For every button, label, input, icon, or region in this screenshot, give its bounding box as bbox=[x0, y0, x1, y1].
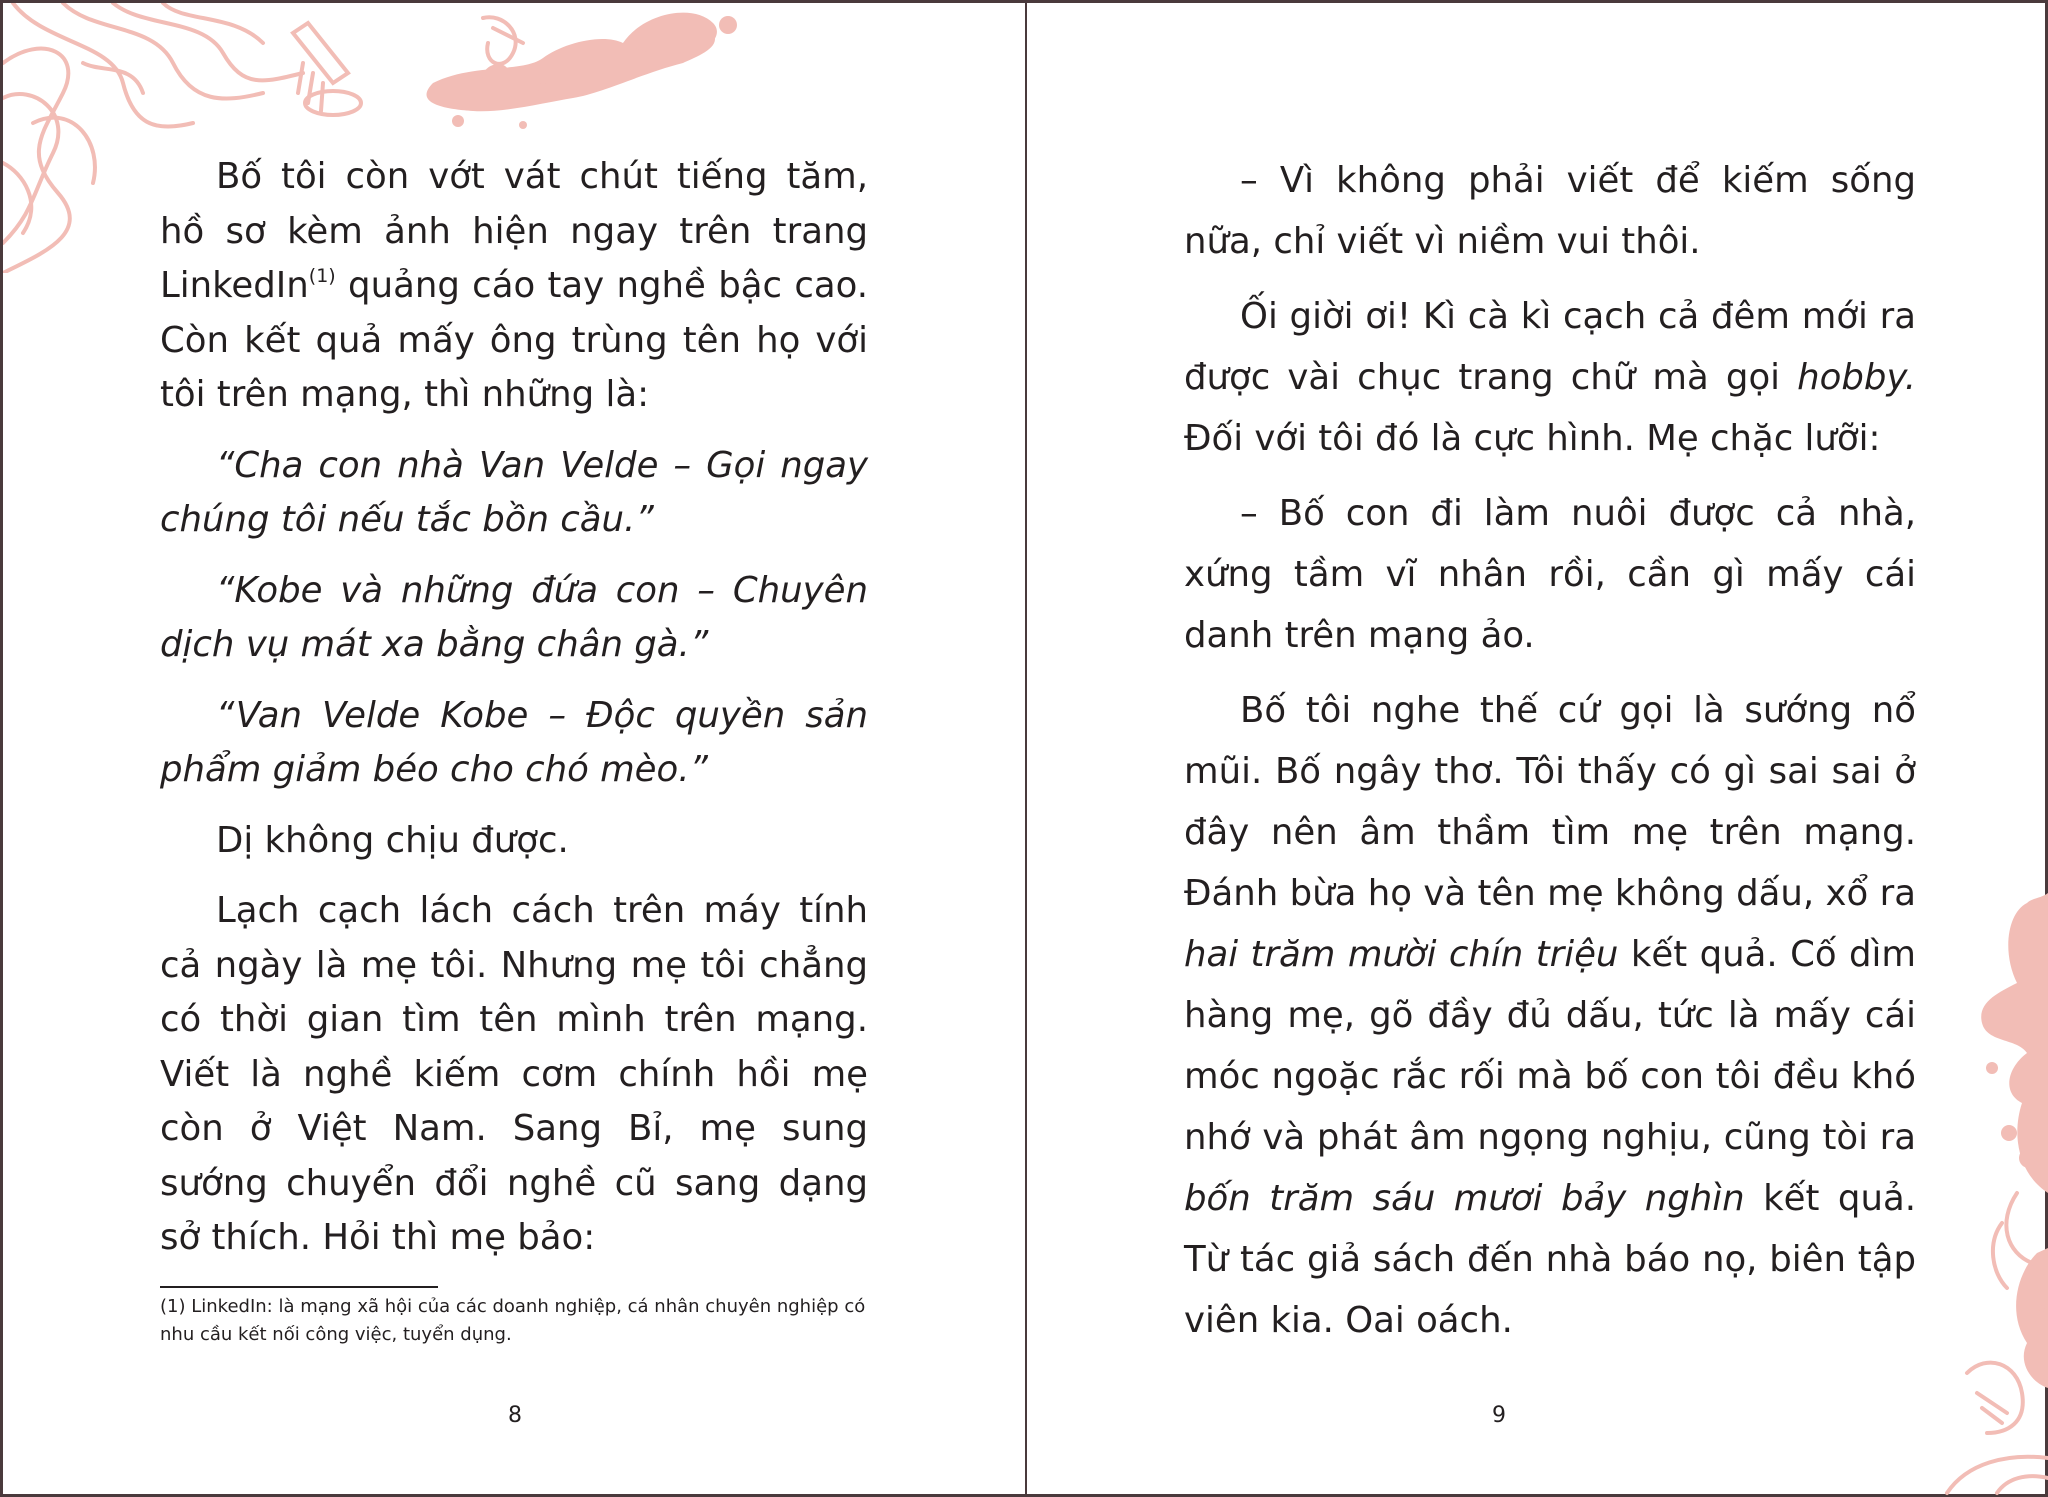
page-number: 8 bbox=[508, 1403, 522, 1428]
paragraph-mother: Lạch cạch lách cách trên máy tính cả ngày là mẹ tôi. Nhưng mẹ tôi chẳng có thời gian tìm tên mình trên mạng. Viết là nghề kiếm cơm chính hồi mẹ còn ở Việt Nam. Sang Bỉ, mẹ sung sướng chuyển đổi nghề cũ sang dạng sở thích. Hỏi thì mẹ bảo: bbox=[160, 890, 868, 1258]
paragraph-text: kết quả. Cố dìm hàng mẹ, gõ đầy đủ dấu, tức là mấy cái móc ngoặc rắc rối mà bố con tôi đều khó nhớ và phát âm ngọng nghịu, cũng tòi ra bbox=[1184, 934, 1916, 1158]
paragraph-text: quảng cáo tay nghề bậc cao. Còn kết quả mấy ông trùng tên họ với tôi trên mạng, thì những là: bbox=[160, 265, 868, 415]
footnote-divider bbox=[160, 1286, 438, 1288]
paragraph-short: Dị không chịu được. bbox=[216, 819, 569, 861]
paragraph-linkedin bbox=[160, 150, 868, 423]
italic-phrase: hai trăm mười chín triệu bbox=[1184, 934, 1619, 975]
left-page-body bbox=[160, 150, 868, 1282]
paragraph-text: Ối giời ơi! Kì cà kì cạch cả đêm mới ra được vài chục trang chữ mà gọi bbox=[1184, 296, 1916, 398]
right-page bbox=[1027, 3, 2048, 1494]
footnote: (1) LinkedIn: là mạng xã hội của các doanh nghiệp, cá nhân chuyên nghiệp có nhu cầu kết nối công việc, tuyển dụng. bbox=[160, 1296, 866, 1345]
left-page bbox=[3, 3, 1025, 1494]
paragraph-text: Đối với tôi đó là cực hình. Mẹ chặc lưỡi: bbox=[1184, 418, 1881, 459]
italic-word: hobby. bbox=[1797, 357, 1916, 398]
italic-phrase: bốn trăm sáu mươi bảy nghìn bbox=[1184, 1178, 1745, 1219]
paragraph-hobby bbox=[1184, 286, 1916, 469]
quote-3: “Van Velde Kobe – Độc quyền sản phẩm giảm béo cho chó mèo.” bbox=[160, 694, 868, 790]
dialogue-mother: – Vì không phải viết để kiếm sống nữa, chỉ viết vì niềm vui thôi. bbox=[1184, 160, 1916, 262]
paragraph-text: Bố tôi còn vớt vát chút tiếng tăm, hồ sơ kèm ảnh hiện ngay trên trang LinkedIn bbox=[160, 156, 868, 306]
page-number: 9 bbox=[1492, 1403, 1506, 1428]
quote-1: “Cha con nhà Van Velde – Gọi ngay chúng tôi nếu tắc bồn cầu.” bbox=[160, 444, 868, 540]
paragraph-text: kết quả. Từ tác giả sách đến nhà báo nọ, biên tập viên kia. Oai oách. bbox=[1184, 1178, 1916, 1341]
dialogue-mother-2: – Bố con đi làm nuôi được cả nhà, xứng tầm vĩ nhân rồi, cần gì mấy cái danh trên mạng ảo. bbox=[1184, 493, 1916, 656]
right-page-body bbox=[1184, 150, 1916, 1365]
footnote-marker[interactable]: (1) bbox=[308, 265, 336, 287]
splash-illustration bbox=[1907, 893, 2048, 1497]
quote-2: “Kobe và những đứa con – Chuyên dịch vụ mát xa bằng chân gà.” bbox=[160, 569, 868, 665]
paragraph-search bbox=[1184, 680, 1916, 1351]
paragraph-text: Bố tôi nghe thế cứ gọi là sướng nổ mũi. Bố ngây thơ. Tôi thấy có gì sai sai ở đây nên âm thầm tìm mẹ trên mạng. Đánh bừa họ và tên mẹ không dấu, xổ ra bbox=[1184, 690, 1916, 914]
